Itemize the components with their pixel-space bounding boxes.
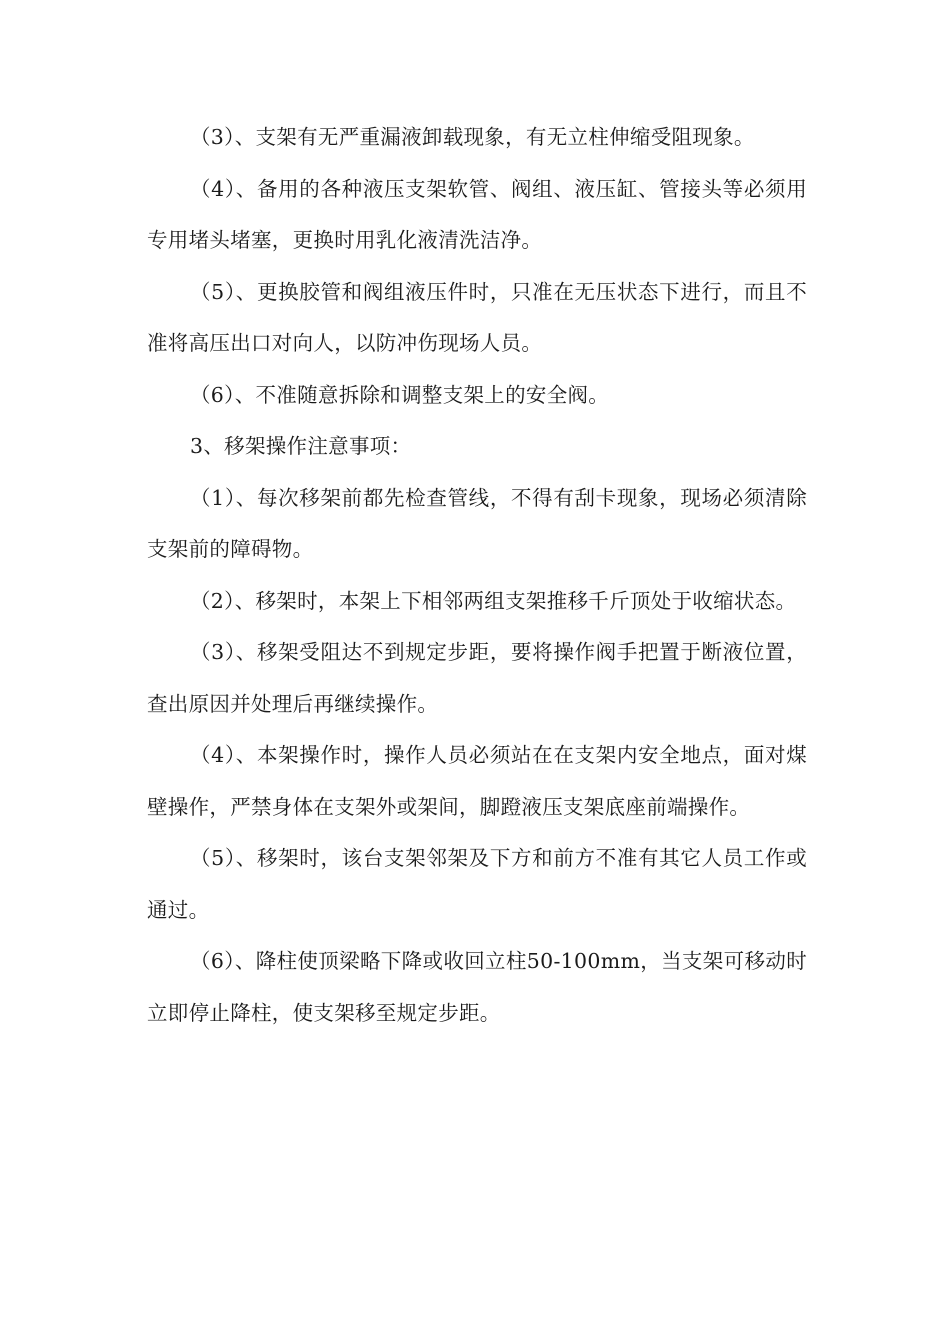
paragraph-3-item-5: （5）、更换胶管和阀组液压件时，只准在无压状态下进行，而且不准将高压出口对向人，以防冲伤现场人员。 bbox=[147, 279, 807, 355]
paragraph-item-1: （1）、每次移架前都先检查管线，不得有刮卡现象，现场必须清除支架前的障碍物。 bbox=[147, 485, 807, 561]
paragraph-item-6: （6）、降柱使顶梁略下降或收回立柱50-100mm，当支架可移动时立即停止降柱，使支架移至规定步距。 bbox=[147, 949, 807, 1025]
paragraph-item-3: （3）、移架受阻达不到规定步距，要将操作阀手把置于断液位置，查出原因并处理后再继续操作。 bbox=[147, 640, 807, 716]
paragraph-item-2: （2）、移架时，本架上下相邻两组支架推移千斤顶处于收缩状态。 bbox=[190, 588, 797, 613]
paragraph-3-item-4: （4）、备用的各种液压支架软管、阀组、液压缸、管接头等必须用专用堵头堵塞，更换时用乳化液清洗洁净。 bbox=[147, 176, 807, 252]
paragraph-3-item-6: （6）、不准随意拆除和调整支架上的安全阀。 bbox=[190, 382, 610, 407]
paragraph-item-4: （4）、本架操作时，操作人员必须站在在支架内安全地点，面对煤壁操作，严禁身体在支架外或架间，脚蹬液压支架底座前端操作。 bbox=[147, 743, 807, 819]
document-page bbox=[147, 112, 807, 1039]
paragraph-item-5: （5）、移架时，该台支架邻架及下方和前方不准有其它人员工作或通过。 bbox=[147, 846, 807, 922]
section-heading-3: 3、移架操作注意事项： bbox=[190, 434, 412, 458]
paragraph-3-item-3: （3）、支架有无严重漏液卸载现象，有无立柱伸缩受阻现象。 bbox=[190, 125, 755, 149]
